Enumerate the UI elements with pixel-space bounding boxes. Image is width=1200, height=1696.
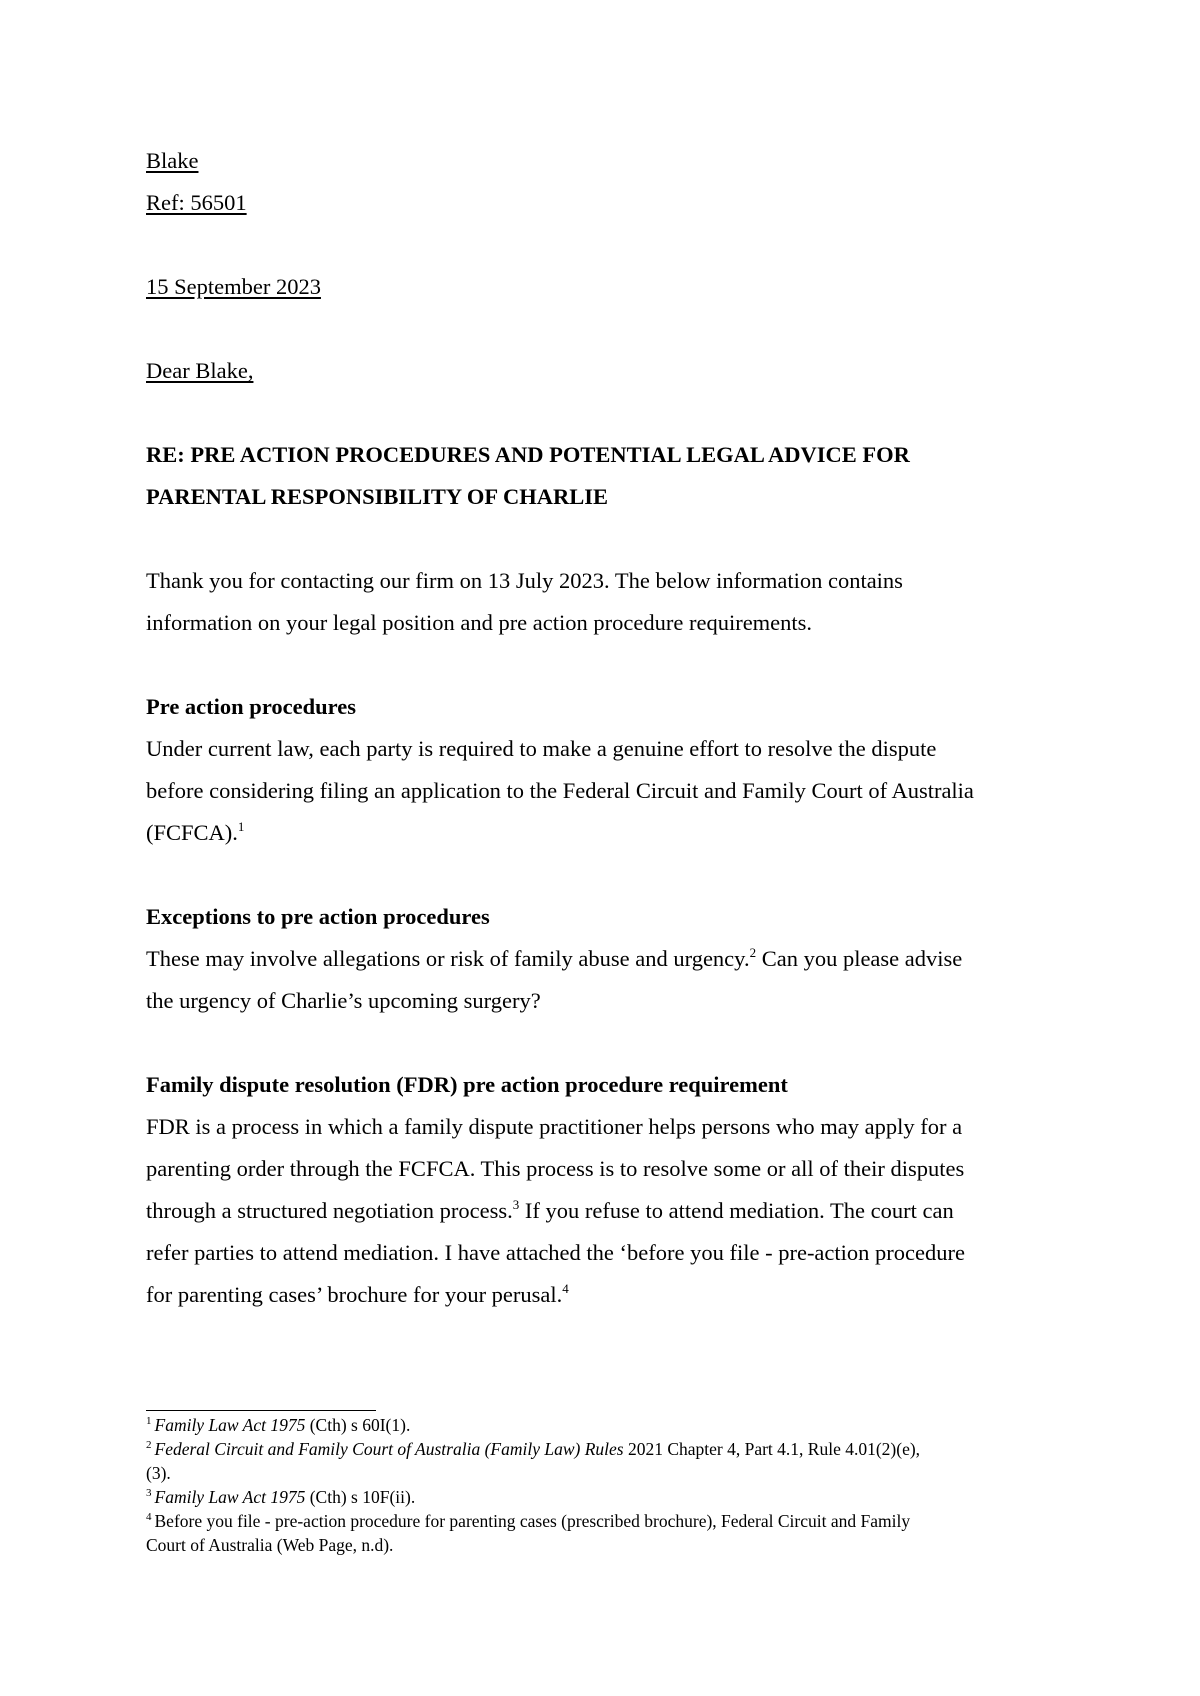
- subject-line: [146, 434, 1066, 518]
- paragraph-text: These may involve allegations or risk of family abuse and urgency.: [146, 946, 750, 971]
- footnote-citation: Family Law Act 1975: [154, 1487, 306, 1507]
- footnote-4: [146, 1509, 1066, 1557]
- footnote-1: [146, 1413, 1066, 1437]
- letter-date: 15 September 2023: [146, 274, 321, 299]
- footnotes: [146, 1413, 1066, 1557]
- paragraph-line: before considering filing an application to the Federal Circuit and Family Court of Australia: [146, 778, 974, 803]
- section-exceptions: [146, 896, 1066, 1022]
- footnote-number: 3: [146, 1487, 152, 1500]
- footnote-ref-2[interactable]: 2: [749, 944, 757, 960]
- paragraph-line: the urgency of Charlie’s upcoming surgery?: [146, 988, 541, 1013]
- intro-paragraph: [146, 560, 1066, 644]
- footnote-number: 1: [146, 1415, 152, 1428]
- footnote-text: (Cth) s 60I(1).: [305, 1415, 411, 1435]
- footnote-text: Court of Australia (Web Page, n.d).: [146, 1535, 394, 1555]
- paragraph-line: parenting order through the FCFCA. This process is to resolve some or all of their disputes: [146, 1156, 965, 1181]
- paragraph-line: refer parties to attend mediation. I have attached the ‘before you file - pre-action procedure: [146, 1240, 965, 1265]
- reference-number: Ref: 56501: [146, 190, 247, 215]
- recipient-name: Blake: [146, 148, 199, 173]
- intro-line-1: Thank you for contacting our firm on 13 July 2023. The below information contains: [146, 568, 903, 593]
- paragraph-line: [146, 1190, 1066, 1232]
- subject-line-2: PARENTAL RESPONSIBILITY OF CHARLIE: [146, 484, 608, 509]
- footnote-number: 2: [146, 1439, 152, 1452]
- footnote-ref-3[interactable]: 3: [512, 1196, 520, 1212]
- footnote-3: [146, 1485, 1066, 1509]
- section-fdr: [146, 1064, 1066, 1316]
- footnote-text: Before you file - pre-action procedure for parenting cases (prescribed brochure), Federal Circuit and Family: [154, 1511, 911, 1531]
- footnote-citation: Family Law Act 1975: [154, 1415, 306, 1435]
- paragraph-line: FDR is a process in which a family dispute practitioner helps persons who may apply for a: [146, 1114, 963, 1139]
- subject-line-1: RE: PRE ACTION PROCEDURES AND POTENTIAL LEGAL ADVICE FOR: [146, 442, 910, 467]
- paragraph-line: Under current law, each party is required to make a genuine effort to resolve the dispute: [146, 736, 937, 761]
- footnote-text: (Cth) s 10F(ii).: [305, 1487, 416, 1507]
- paragraph-line: [146, 812, 1066, 854]
- paragraph-text: If you refuse to attend mediation. The court can: [519, 1198, 954, 1223]
- footnote-separator: [146, 1410, 376, 1411]
- paragraph-line: [146, 1274, 1066, 1316]
- section-heading: Family dispute resolution (FDR) pre action procedure requirement: [146, 1072, 788, 1097]
- footnote-citation: Federal Circuit and Family Court of Australia (Family Law) Rules: [154, 1439, 624, 1459]
- intro-line-2: information on your legal position and pre action procedure requirements.: [146, 610, 813, 635]
- section-heading: Exceptions to pre action procedures: [146, 904, 490, 929]
- paragraph-text: through a structured negotiation process.: [146, 1198, 513, 1223]
- section-pre-action: [146, 686, 1066, 854]
- paragraph-text: Can you please advise: [756, 946, 963, 971]
- salutation: Dear Blake,: [146, 358, 254, 383]
- footnote-ref-4[interactable]: 4: [562, 1280, 569, 1296]
- footnote-ref-1[interactable]: 1: [237, 818, 245, 834]
- paragraph-text: for parenting cases’ brochure for your perusal.: [146, 1282, 563, 1307]
- paragraph-text: (FCFCA).: [146, 820, 238, 845]
- paragraph-line: [146, 938, 1066, 980]
- footnote-2: [146, 1437, 1066, 1485]
- footnote-number: 4: [146, 1511, 152, 1524]
- letter-body: [146, 140, 1066, 1316]
- section-heading: Pre action procedures: [146, 694, 356, 719]
- footnote-text: 2021 Chapter 4, Part 4.1, Rule 4.01(2)(e),: [623, 1439, 921, 1459]
- footnote-text: (3).: [146, 1463, 171, 1483]
